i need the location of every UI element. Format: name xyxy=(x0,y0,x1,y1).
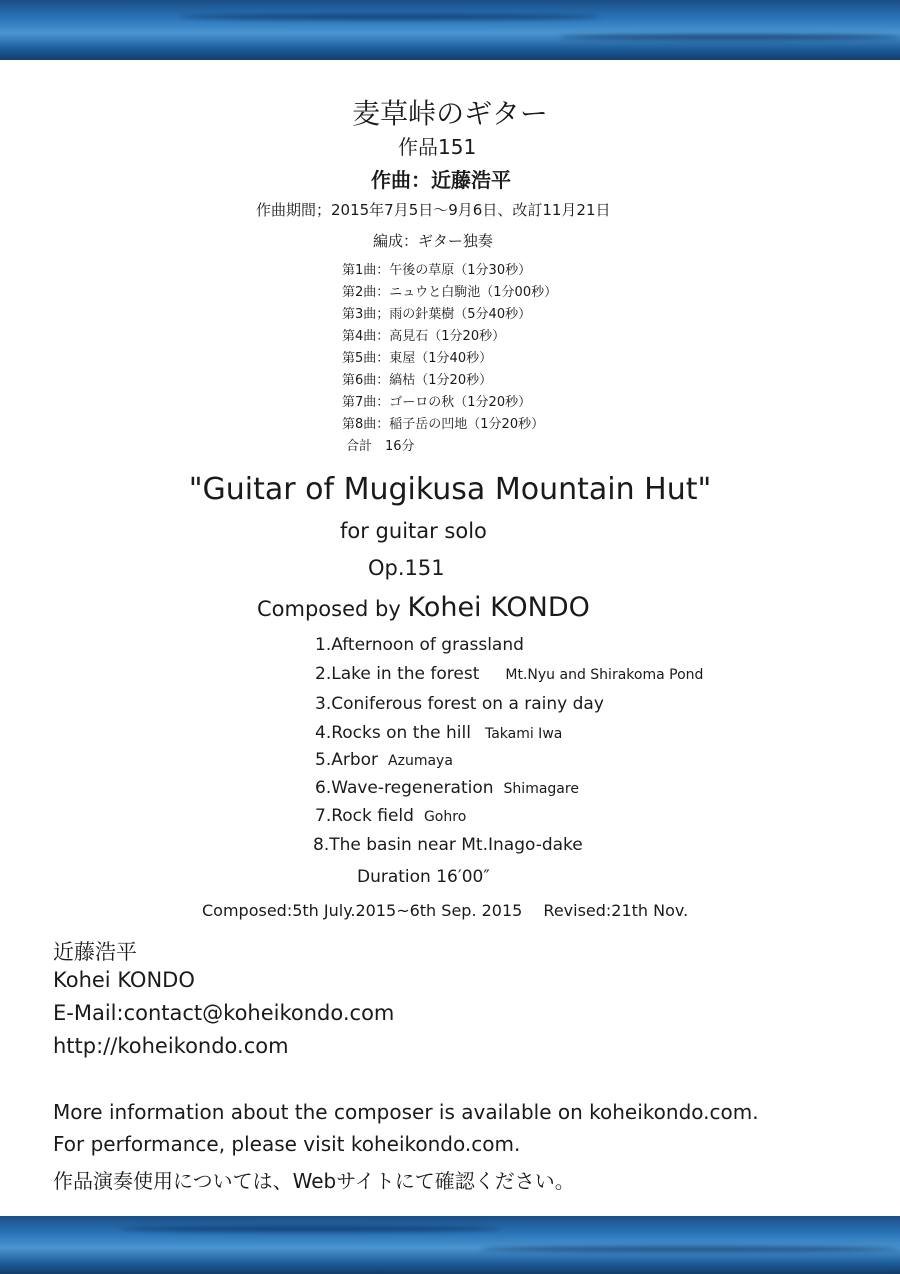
movement-place: Takami Iwa xyxy=(484,726,563,742)
jp-title: 麦草峠のギター xyxy=(352,97,548,130)
jp-instrumentation: 編成：ギター独奏 xyxy=(373,232,493,250)
en-movement xyxy=(315,694,604,714)
jp-movement: 第8曲：稲子岳の凹地（1分20秒） xyxy=(342,417,545,432)
en-movement xyxy=(315,635,524,655)
en-movement xyxy=(315,778,579,798)
movement-title: 6.Wave-regeneration xyxy=(315,778,494,798)
note-usage-jp: 作品演奏使用については、Webサイトにて確認ください。 xyxy=(53,1169,575,1193)
en-movement xyxy=(315,664,703,684)
note-performance: For performance, please visit koheikondo.com. xyxy=(53,1132,521,1156)
contact-name-en: Kohei KONDO xyxy=(53,968,195,992)
movement-place: Azumaya xyxy=(388,753,453,769)
jp-opus: 作品151 xyxy=(398,135,477,159)
jp-movement: 第6曲：縞枯（1分20秒） xyxy=(342,373,493,388)
bottom-decorative-band xyxy=(0,1216,900,1274)
jp-movement: 第7曲：ゴーロの秋（1分20秒） xyxy=(342,395,532,410)
en-movement xyxy=(313,835,583,855)
jp-movement: 第2曲：ニュウと白駒池（1分00秒） xyxy=(342,285,558,300)
jp-movement: 第4曲：高見石（1分20秒） xyxy=(342,329,506,344)
jp-movement: 第5曲：東屋（1分40秒） xyxy=(342,351,493,366)
en-composed-by xyxy=(257,592,590,623)
note-composer-info: More information about the composer is available on koheikondo.com. xyxy=(53,1100,759,1124)
composer-name: Kohei KONDO xyxy=(407,592,590,623)
jp-composer: 作曲：近藤浩平 xyxy=(371,168,511,192)
en-duration: Duration 16′00″ xyxy=(357,867,490,887)
movement-place: Mt.Nyu and Shirakoma Pond xyxy=(505,667,704,683)
movement-title: 7.Rock field xyxy=(315,806,414,826)
en-movement xyxy=(315,723,562,743)
jp-total-duration: 合計 16分 xyxy=(346,439,415,454)
contact-website-link[interactable]: http://koheikondo.com xyxy=(53,1034,289,1058)
band-streak xyxy=(560,34,900,40)
en-movement xyxy=(315,806,466,826)
movement-place: Gohro xyxy=(423,809,467,825)
movement-title: 1.Afternoon of grassland xyxy=(315,635,524,655)
top-decorative-band xyxy=(0,0,900,60)
composed-by-prefix: Composed by xyxy=(257,597,408,621)
jp-composition-period: 作曲期間；2015年7月5日～9月6日、改訂11月21日 xyxy=(256,201,611,219)
movement-title: 5.Arbor xyxy=(315,750,379,770)
band-streak xyxy=(120,1226,500,1232)
movement-place: Shimagare xyxy=(503,781,579,797)
contact-name-jp: 近藤浩平 xyxy=(53,940,137,964)
jp-movement: 第1曲：午後の草原（1分30秒） xyxy=(342,263,532,278)
contact-email[interactable]: E-Mail:contact@koheikondo.com xyxy=(53,1001,395,1025)
movement-title: 4.Rocks on the hill xyxy=(315,723,471,743)
en-movement xyxy=(315,750,453,770)
en-subtitle: for guitar solo xyxy=(340,519,487,543)
en-title: "Guitar of Mugikusa Mountain Hut" xyxy=(188,472,712,507)
jp-movement: 第3曲；雨の針葉樹（5分40秒） xyxy=(342,307,532,322)
movement-title: 8.The basin near Mt.Inago-dake xyxy=(313,835,583,855)
movement-title: 3.Coniferous forest on a rainy day xyxy=(315,694,604,714)
movement-title: 2.Lake in the forest xyxy=(315,664,480,684)
band-streak xyxy=(180,14,600,20)
en-composed-dates: Composed:5th July.2015~6th Sep. 2015 Revised:21th Nov. xyxy=(202,901,689,920)
en-opus: Op.151 xyxy=(368,556,445,580)
band-streak xyxy=(480,1246,900,1252)
